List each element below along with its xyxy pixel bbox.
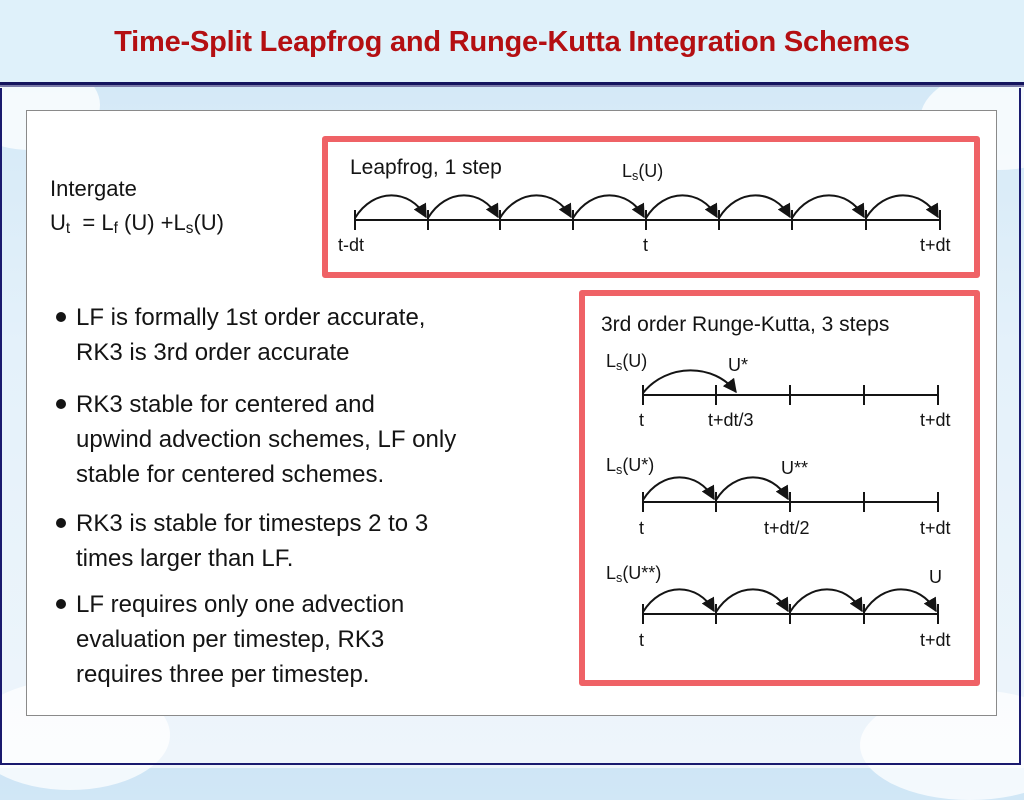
rk3-stage2-tick-end: t+dt <box>920 518 951 538</box>
leapfrog-tick-right: t+dt <box>920 235 951 255</box>
rk3-stage2-tick-start: t <box>639 518 645 538</box>
leapfrog-title: Leapfrog, 1 step <box>350 156 502 179</box>
step-arrow <box>643 477 714 500</box>
equation-intro: Intergate <box>50 176 137 201</box>
rk3-stage1-tick-end: t+dt <box>920 410 951 430</box>
bullet-line: requires three per timestep. <box>76 661 370 688</box>
leapfrog-tick-mid: t <box>643 235 649 255</box>
rk3-stage1-tick-stage: t+dt/3 <box>708 410 754 430</box>
op-sub: s <box>616 571 623 585</box>
step-arrow <box>716 477 788 500</box>
eq-ls-sub: s <box>185 220 194 237</box>
op-l: L <box>606 563 617 583</box>
eq-mid: (U) +L <box>124 210 186 235</box>
step-arrow <box>643 589 714 612</box>
bullet-line: LF requires only one advection <box>76 591 405 618</box>
op-arg: (U) <box>622 351 648 371</box>
op-arg: (U**) <box>622 563 662 583</box>
slide-title: Time-Split Leapfrog and Runge-Kutta Integration Schemes <box>114 26 910 58</box>
eq-end: (U) <box>193 210 225 235</box>
step-arrow <box>790 589 862 612</box>
bullet-line: RK3 is stable for timesteps 2 to 3 <box>76 510 429 537</box>
rk3-title: 3rd order Runge-Kutta, 3 steps <box>601 313 890 336</box>
bullet-line: evaluation per timestep, RK3 <box>76 626 385 653</box>
op-sub: s <box>616 463 623 477</box>
eq-u-sub: t <box>65 220 71 237</box>
eq-equals-l: = L <box>82 210 114 235</box>
rk3-stage3-result: U <box>929 567 942 587</box>
bullet-line: RK3 stable for centered and <box>76 391 375 418</box>
bullet-line: LF is formally 1st order accurate, <box>76 304 426 331</box>
bullet-line: stable for centered schemes. <box>76 461 385 488</box>
op-sub: s <box>632 169 639 183</box>
op-l: L <box>606 351 617 371</box>
op-arg: (U) <box>638 161 664 181</box>
bullet-line: RK3 is 3rd order accurate <box>76 339 350 366</box>
leapfrog-tick-left: t-dt <box>338 235 365 255</box>
step-arrow <box>864 589 936 612</box>
bullet-line: times larger than LF. <box>76 545 294 572</box>
rk3-stage1-tick-start: t <box>639 410 645 430</box>
step-arrow <box>643 370 736 393</box>
rk3-stage1-result: U* <box>728 355 749 375</box>
step-arrow <box>716 589 788 612</box>
rk3-stage2-tick-stage: t+dt/2 <box>764 518 810 538</box>
eq-u: U <box>50 210 66 235</box>
bullet-line: upwind advection schemes, LF only <box>76 426 457 453</box>
op-sub: s <box>616 359 623 373</box>
rk3-stage3-tick-start: t <box>639 630 645 650</box>
rk3-stage2-result: U** <box>781 458 809 478</box>
op-l: L <box>622 161 633 181</box>
op-arg: (U*) <box>622 455 655 475</box>
op-l: L <box>606 455 617 475</box>
rk3-stage3-tick-end: t+dt <box>920 630 951 650</box>
eq-lf-sub: f <box>113 220 118 237</box>
